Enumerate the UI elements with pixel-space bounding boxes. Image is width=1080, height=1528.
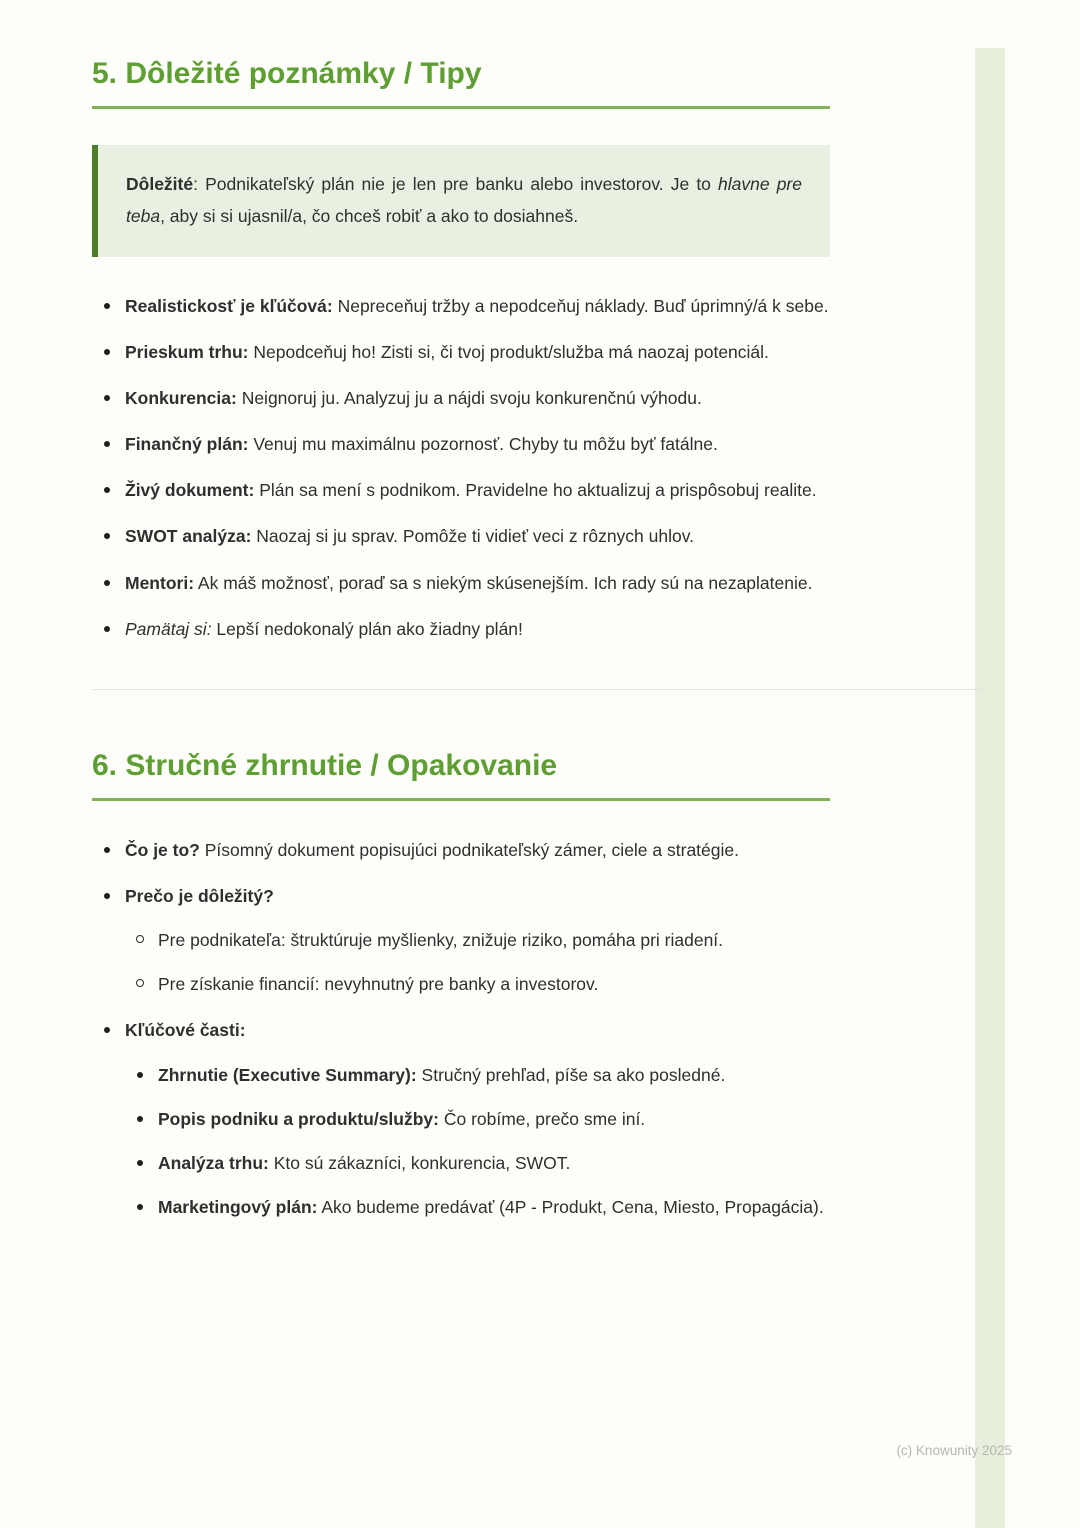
list-item-text: Nepodceňuj ho! Zisti si, či tvoj produkt/služba má naozaj potenciál. <box>248 341 769 362</box>
copyright-footer: (c) Knowunity 2025 <box>896 1443 1012 1458</box>
callout-italic: hlavne pre teba <box>126 174 802 226</box>
list-item <box>92 383 830 414</box>
list-item-label: Marketingový plán: <box>158 1196 318 1217</box>
page-edge-strip <box>975 48 1005 1528</box>
sub-list-why-important <box>125 925 830 1000</box>
list-item-text: Stručný prehľad, píše sa ako posledné. <box>416 1064 726 1085</box>
list-item-label: Kľúčové časti: <box>125 1020 246 1041</box>
list-item-label: Realistickosť je kľúčová: <box>125 295 333 316</box>
list-item-label: Mentori: <box>125 572 195 593</box>
list-item-label: Čo je to? <box>125 839 200 860</box>
list-item-label: Finančný plán: <box>125 434 249 455</box>
list-item <box>92 475 830 506</box>
list-item-label: Prečo je dôležitý? <box>125 885 274 906</box>
callout-part1: : Podnikateľský plán nie je len pre banku alebo investorov. Je to <box>193 174 719 194</box>
list-item <box>92 881 830 1000</box>
list-item-label: Popis podniku a produktu/služby: <box>158 1108 439 1129</box>
list-item-text: Písomný dokument popisujúci podnikateľský zámer, ciele a stratégie. <box>199 839 739 860</box>
list-item-text: Ak máš možnosť, poraď sa s niekým skúsenejším. Ich rady sú na nezaplatenie. <box>194 572 813 593</box>
list-item-label: Konkurencia: <box>125 387 237 408</box>
section-important-notes <box>92 56 830 645</box>
section-divider <box>92 689 985 690</box>
list-item-text: Pre získanie financií: nevyhnutný pre banky a investorov. <box>158 974 599 995</box>
sub-list-key-parts <box>125 1060 830 1224</box>
list-item-text: Ako budeme predávať (4P - Produkt, Cena, Miesto, Propagácia). <box>317 1196 824 1217</box>
list-item-text: Naozaj si ju sprav. Pomôže ti vidieť veci z rôznych uhlov. <box>251 526 695 547</box>
list-item <box>92 429 830 460</box>
sub-list-item <box>125 925 830 956</box>
list-item <box>92 291 830 322</box>
list-item-label: Živý dokument: <box>125 480 255 501</box>
section-6-title: 6. Stručné zhrnutie / Opakovanie <box>92 748 830 801</box>
list-item-label: Zhrnutie (Executive Summary): <box>158 1064 417 1085</box>
callout-text <box>126 169 802 233</box>
sub-list-item <box>125 1192 830 1223</box>
list-item <box>92 1015 830 1223</box>
list-item-label: Prieskum trhu: <box>125 341 249 362</box>
list-item <box>92 521 830 552</box>
list-item-label: Analýza trhu: <box>158 1152 269 1173</box>
list-item-text: Neignoruj ju. Analyzuj ju a nájdi svoju konkurenčnú výhodu. <box>236 387 702 408</box>
list-item-label: SWOT analýza: <box>125 526 252 547</box>
list-item <box>92 835 830 866</box>
list-item-text: Čo robíme, prečo sme iní. <box>438 1108 646 1129</box>
important-callout <box>92 145 830 257</box>
section-summary <box>92 748 830 1223</box>
list-item-text: Plán sa mení s podnikom. Pravidelne ho aktualizuj a prispôsobuj realite. <box>254 480 817 501</box>
list-item-text: Venuj mu maximálnu pozornosť. Chyby tu môžu byť fatálne. <box>248 434 718 455</box>
list-item <box>92 337 830 368</box>
sub-list-item <box>125 969 830 1000</box>
sub-list-item <box>125 1148 830 1179</box>
list-item-text: Kto sú zákazníci, konkurencia, SWOT. <box>268 1152 571 1173</box>
sub-list-item <box>125 1060 830 1091</box>
section-5-title: 5. Dôležité poznámky / Tipy <box>92 56 830 109</box>
callout-part2: , aby si si ujasnil/a, čo chceš robiť a ako to dosiahneš. <box>160 205 579 226</box>
list-item-text: Pre podnikateľa: štruktúruje myšlienky, znižuje riziko, pomáha pri riadení. <box>158 930 724 951</box>
list-item-text: Nepreceňuj tržby a nepodceňuj náklady. Buď úprimný/á k sebe. <box>332 295 829 316</box>
document-content <box>92 0 830 1223</box>
summary-list <box>92 835 830 1223</box>
tips-list <box>92 291 830 645</box>
list-item <box>92 614 830 645</box>
callout-label: Dôležité <box>126 174 194 194</box>
list-item-text: Lepší nedokonalý plán ako žiadny plán! <box>211 618 523 639</box>
list-item <box>92 568 830 599</box>
list-item-label: Pamätaj si: <box>125 618 212 639</box>
sub-list-item <box>125 1104 830 1135</box>
